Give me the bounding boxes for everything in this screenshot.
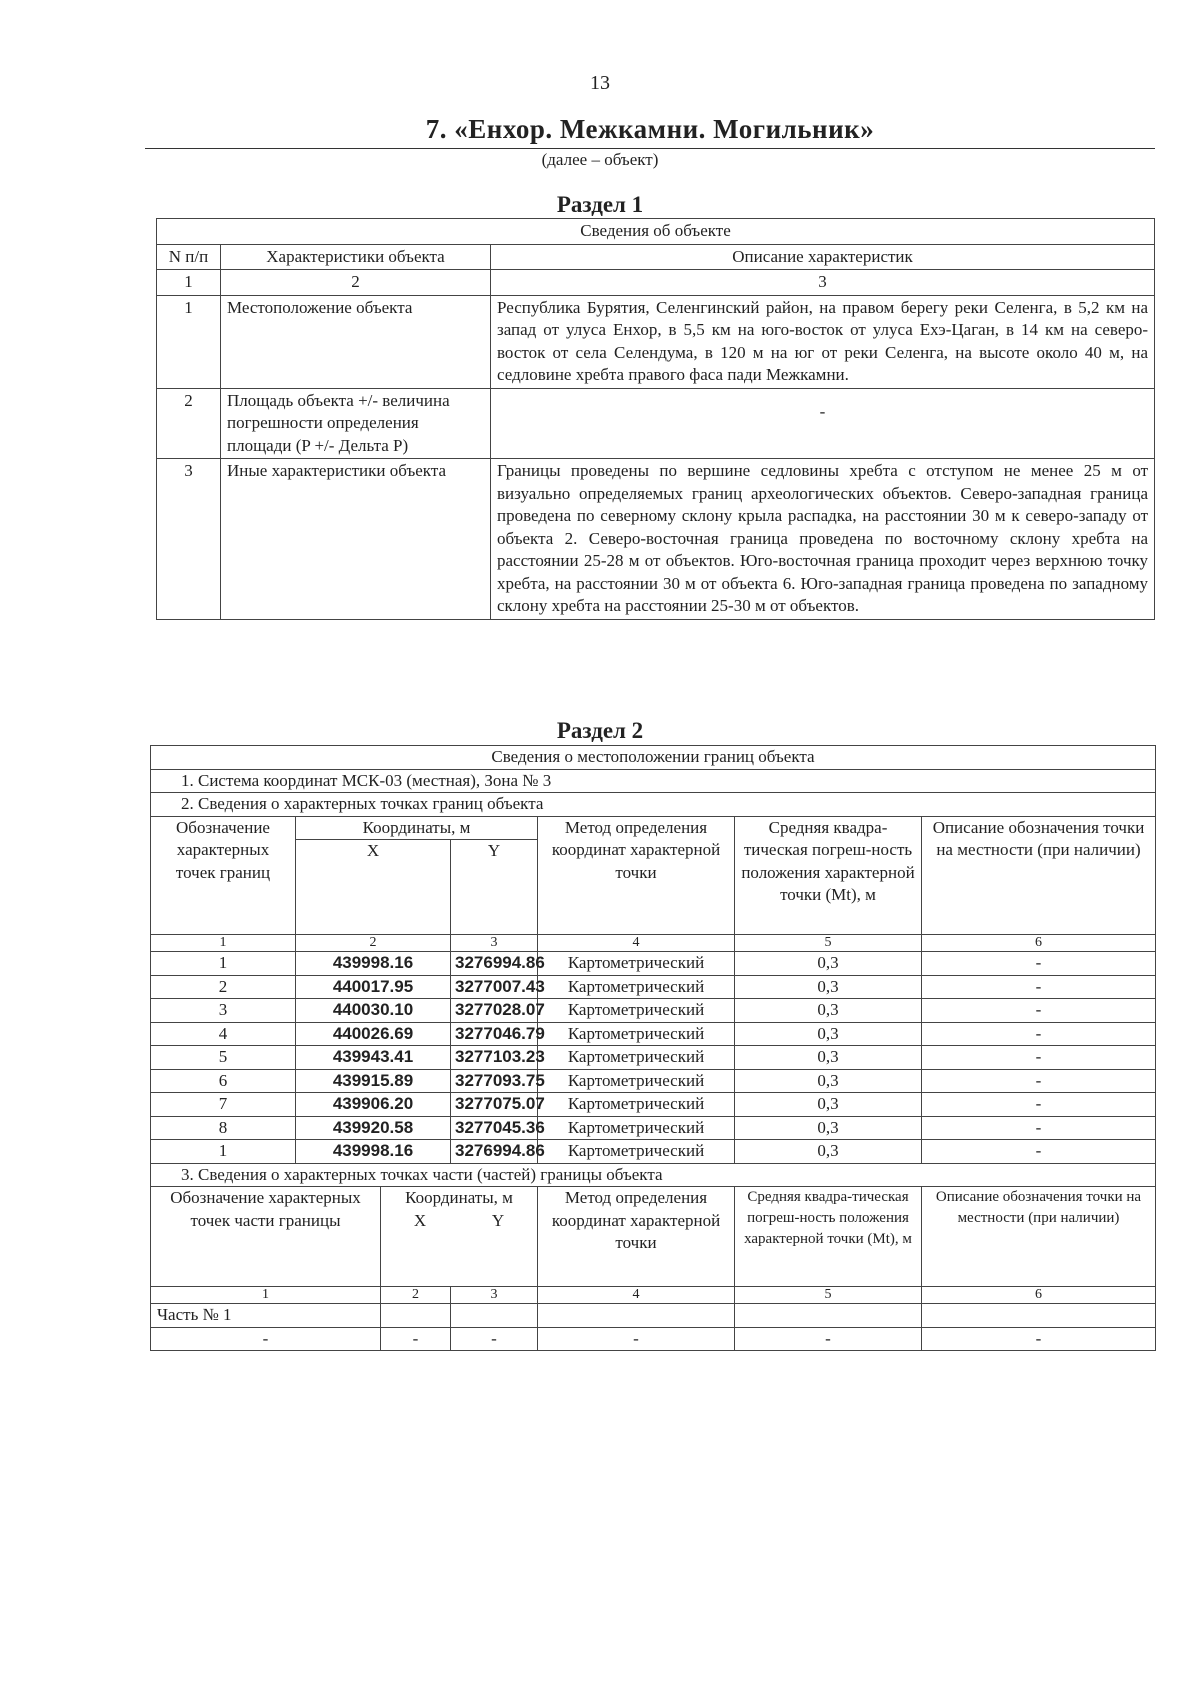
header-x: X [296, 840, 451, 935]
point-id: 1 [151, 952, 296, 976]
point-y: 3276994.86 [451, 1140, 538, 1164]
point-description: - [922, 1022, 1156, 1046]
point-x: 439998.16 [296, 952, 451, 976]
part-cell: - [151, 1327, 381, 1351]
table-row [151, 1022, 1156, 1046]
page-number: 13 [590, 72, 610, 94]
point-description: - [922, 999, 1156, 1023]
parts-header-error: Средняя квадра-тическая погреш-ность положения характерной точки (Mt), м [735, 1187, 922, 1287]
column-number: 1 [151, 935, 296, 952]
point-x: 439915.89 [296, 1069, 451, 1093]
column-number: 3 [491, 270, 1155, 296]
table-row [151, 1069, 1156, 1093]
point-error: 0,3 [735, 1022, 922, 1046]
part-label: Часть № 1 [151, 1304, 381, 1328]
column-number: 1 [151, 1287, 381, 1304]
point-error: 0,3 [735, 999, 922, 1023]
parts-header-x: X [413, 1210, 427, 1230]
row-characteristic: Площадь объекта +/- величина погрешности определения площади (P +/- Дельта P) [221, 388, 491, 459]
part-cell: - [538, 1327, 735, 1351]
table-row [157, 388, 1155, 459]
point-id: 8 [151, 1116, 296, 1140]
point-id: 6 [151, 1069, 296, 1093]
header-number: N п/п [157, 244, 221, 270]
table-row [151, 975, 1156, 999]
point-id: 1 [151, 1140, 296, 1164]
point-description: - [922, 1069, 1156, 1093]
point-y: 3277075.07 [451, 1093, 538, 1117]
point-id: 3 [151, 999, 296, 1023]
column-number: 2 [296, 935, 451, 952]
column-number: 5 [735, 935, 922, 952]
parts-header-designation: Обозначение характерных точек части границы [151, 1187, 381, 1287]
point-error: 0,3 [735, 952, 922, 976]
point-method: Картометрический [538, 1069, 735, 1093]
part-cell: - [922, 1327, 1156, 1351]
header-characteristics: Характеристики объекта [221, 244, 491, 270]
table-row [157, 459, 1155, 620]
point-x: 440026.69 [296, 1022, 451, 1046]
header-designation: Обозначение характерных точек границ [151, 816, 296, 935]
row-description: Республика Бурятия, Селенгинский район, на правом берегу реки Селенга, в 5,2 км на запад от улуса Енхор, в 5,5 км на юго-восток от улуса Ехэ-Цаган, в 14 км на северо-восток от села Селендума, в 120 м на юг от реки Селенга, на высоте около 40 м, на седловине хребта правого фаса пади Межкамни. [491, 295, 1155, 388]
point-method: Картометрический [538, 1046, 735, 1070]
point-x: 440017.95 [296, 975, 451, 999]
point-description: - [922, 975, 1156, 999]
point-x: 439998.16 [296, 1140, 451, 1164]
column-number: 2 [381, 1287, 451, 1304]
column-number: 3 [451, 935, 538, 952]
point-description: - [922, 1116, 1156, 1140]
point-id: 7 [151, 1093, 296, 1117]
parts-header-y: Y [491, 1210, 505, 1230]
point-description: - [922, 1093, 1156, 1117]
table-row [151, 1046, 1156, 1070]
point-x: 439943.41 [296, 1046, 451, 1070]
point-description: - [922, 952, 1156, 976]
point-y: 3277045.36 [451, 1116, 538, 1140]
point-method: Картометрический [538, 1022, 735, 1046]
point-id: 4 [151, 1022, 296, 1046]
table-row [151, 1116, 1156, 1140]
point-id: 5 [151, 1046, 296, 1070]
row-number: 2 [157, 388, 221, 459]
object-info-table [156, 218, 1155, 620]
column-number: 4 [538, 1287, 735, 1304]
header-error: Средняя квадра-тическая погреш-ность положения характерной точки (Mt), м [735, 816, 922, 935]
part-row [151, 1327, 1156, 1351]
column-number: 4 [538, 935, 735, 952]
row-description: Границы проведены по вершине седловины хребта с отступом не менее 25 м от визуально определяемых границ археологических объектов. Северо-западная граница проведена по северному склону крыла распадка, на расстоянии 30 м к северо-западу от объекта 2. Северо-восточная граница проведена по восточному склону хребта на расстоянии 25-28 м от объектов. Юго-восточная граница проходит через верхнюю точку хребта, на расстоянии 30 м от объекта 6. Юго-западная граница проведена по западному склону хребта на расстоянии 25-30 м от объектов. [491, 459, 1155, 620]
coordinate-system: 1. Система координат МСК-03 (местная), Зона № 3 [151, 769, 1156, 793]
point-method: Картометрический [538, 1093, 735, 1117]
point-x: 439906.20 [296, 1093, 451, 1117]
row-number: 3 [157, 459, 221, 620]
point-y: 3277093.75 [451, 1069, 538, 1093]
header-method: Метод определения координат характерной точки [538, 816, 735, 935]
header-y: Y [451, 840, 538, 935]
table-row [151, 952, 1156, 976]
point-error: 0,3 [735, 1093, 922, 1117]
point-error: 0,3 [735, 1116, 922, 1140]
header-coordinates: Координаты, м [296, 816, 538, 840]
table-row [151, 1093, 1156, 1117]
point-error: 0,3 [735, 975, 922, 999]
table-row [157, 295, 1155, 388]
point-method: Картометрический [538, 952, 735, 976]
parts-header-coordinates-label: Координаты, м [405, 1188, 513, 1207]
point-y: 3276994.86 [451, 952, 538, 976]
part-cell: - [735, 1327, 922, 1351]
column-number: 3 [451, 1287, 538, 1304]
parts-header-method: Метод определения координат характерной точки [538, 1187, 735, 1287]
part-cell: - [381, 1327, 451, 1351]
parts-header-description: Описание обозначения точки на местности (при наличии) [922, 1187, 1156, 1287]
column-number: 1 [157, 270, 221, 296]
point-description: - [922, 1140, 1156, 1164]
row-number: 1 [157, 295, 221, 388]
point-error: 0,3 [735, 1046, 922, 1070]
table-row [151, 999, 1156, 1023]
point-method: Картометрический [538, 975, 735, 999]
point-method: Картометрический [538, 1140, 735, 1164]
table-row [151, 1140, 1156, 1164]
point-error: 0,3 [735, 1069, 922, 1093]
column-number: 6 [922, 935, 1156, 952]
parts-header-coordinates [381, 1187, 538, 1287]
point-x: 439920.58 [296, 1116, 451, 1140]
points-caption: 2. Сведения о характерных точках границ объекта [151, 793, 1156, 817]
point-description: - [922, 1046, 1156, 1070]
column-number: 6 [922, 1287, 1156, 1304]
point-y: 3277007.43 [451, 975, 538, 999]
document-title: 7. «Енхор. Межкамни. Могильник» [145, 112, 1155, 149]
row-characteristic: Иные характеристики объекта [221, 459, 491, 620]
point-id: 2 [151, 975, 296, 999]
point-y: 3277046.79 [451, 1022, 538, 1046]
column-number: 5 [735, 1287, 922, 1304]
point-method: Картометрический [538, 999, 735, 1023]
point-error: 0,3 [735, 1140, 922, 1164]
point-method: Картометрический [538, 1116, 735, 1140]
header-description: Описание обозначения точки на местности (при наличии) [922, 816, 1156, 935]
row-description: - [491, 388, 1155, 459]
row-characteristic: Местоположение объекта [221, 295, 491, 388]
section-1-heading: Раздел 1 [556, 192, 644, 217]
point-x: 440030.10 [296, 999, 451, 1023]
table-caption: Сведения об объекте [157, 219, 1155, 245]
boundary-points-table [150, 745, 1156, 1351]
column-number: 2 [221, 270, 491, 296]
document-subtitle: (далее – объект) [541, 150, 659, 169]
header-description: Описание характеристик [491, 244, 1155, 270]
parts-caption: 3. Сведения о характерных точках части (частей) границы объекта [151, 1163, 1156, 1187]
part-cell: - [451, 1327, 538, 1351]
section-2-heading: Раздел 2 [556, 718, 644, 743]
table-caption: Сведения о местоположении границ объекта [151, 746, 1156, 770]
point-y: 3277103.23 [451, 1046, 538, 1070]
point-y: 3277028.07 [451, 999, 538, 1023]
